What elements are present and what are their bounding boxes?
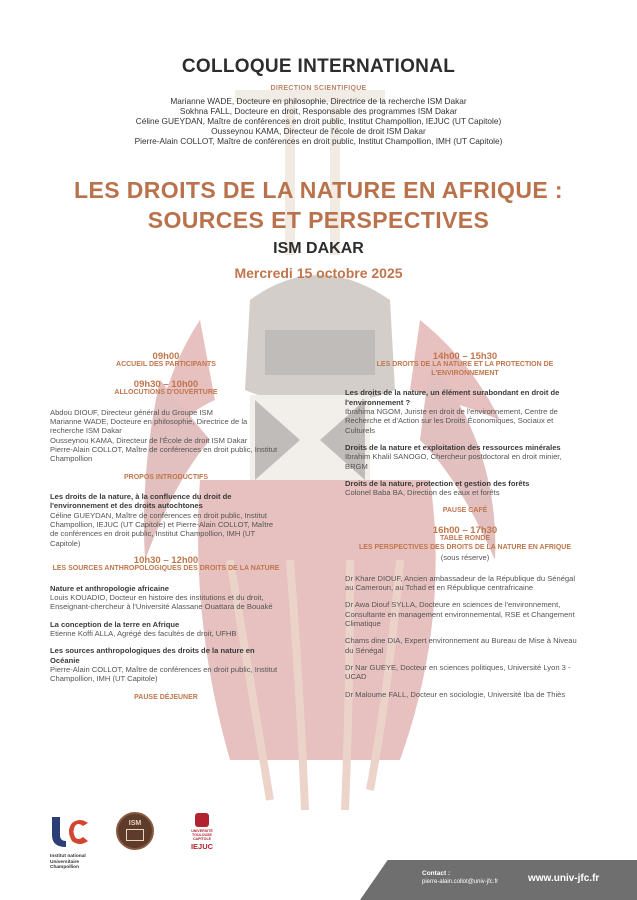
direction-member: Pierre-Alain COLLOT, Maître de conférences en droit public, Institut Champollion, IMH (UT Capitole)	[134, 136, 503, 146]
direction-member: Ousseynou KAMA, Directeur de l'école de droit ISM Dakar	[211, 126, 426, 136]
direction-member: Sokhna FALL, Docteure en droit, Responsable des programmes ISM Dakar	[179, 106, 458, 116]
talk-title: Droits de la nature et exploitation des ressources minérales	[345, 442, 561, 452]
champollion-logo	[50, 815, 90, 875]
iejuc-logo-text: IEJUC	[190, 842, 214, 851]
panelist: Dr Awa Diouf SYLLA, Docteure en sciences de l'environnement, Consultante en management environnemental, RSE et Changement Climatique	[345, 600, 575, 629]
champollion-logo-line: Institut national	[50, 854, 86, 859]
session3-label: TABLE RONDE	[439, 535, 491, 543]
event-type-title: COLLOQUE INTERNATIONAL	[181, 56, 456, 77]
event-date: Mercredi 15 octobre 2025	[234, 265, 403, 281]
talk-title: Les sources anthropologiques des droits de la nature en Océanie	[50, 646, 255, 665]
talk	[345, 443, 585, 471]
main-title	[0, 175, 637, 235]
welcome-label: ACCUEIL DES PARTICIPANTS	[116, 361, 216, 369]
intro-speakers: Céline GUEYDAN, Maître de conférences en droit public, Institut Champollion, IEJUC (UT Capitole) et Pierre-Alain COLLOT, Maître de conférences en droit public, Institut Champollion, IMH (UT Capitole)	[50, 510, 274, 548]
talk-title: Droits de la nature, protection et gestion des forêts	[345, 478, 530, 488]
contact-label: Contact :	[422, 870, 451, 877]
speaker: Marianne WADE, Docteure en philosophie, Directrice de la recherche ISM Dakar	[50, 417, 248, 436]
session2-label: LES DROITS DE LA NATURE ET LA PROTECTION DE L'ENVIRONNEMENT	[376, 361, 554, 377]
speaker: Abdou DIOUF, Directeur général du Groupe ISM	[50, 407, 213, 417]
coffee-break: PAUSE CAFÉ	[442, 507, 488, 515]
ism-logo-text: ISM	[128, 820, 142, 827]
talk-title: Les droits de la nature, un élément surabondant en droit de l'environnement ?	[345, 388, 560, 407]
speaker: Ousseynou KAMA, Directeur de l'École de droit ISM Dakar	[50, 435, 248, 445]
direction-member: Marianne WADE, Docteure en philosophie, Directrice de la recherche ISM Dakar	[170, 96, 467, 106]
iejuc-logo	[186, 813, 218, 873]
talk	[345, 479, 585, 498]
opening-time: 09h30 – 10h00	[133, 378, 199, 390]
contact-email-link[interactable]: pierre-alain.collot@univ-jfc.fr	[422, 879, 499, 885]
talk-speaker: Louis KOUADIO, Docteur en histoire des institutions et du droit, Enseignant-chercheur à l'Université Alassane Ouattara de Bouaké	[50, 593, 273, 612]
talk	[50, 646, 282, 683]
session3-subtitle: LES PERSPECTIVES DES DROITS DE LA NATURE EN AFRIQUE	[358, 543, 572, 551]
program-left-column	[50, 352, 282, 702]
program-right-column	[345, 352, 585, 699]
panelist: Dr Nar GUEYE, Docteur en sciences politiques, Université Lyon 3 - UCAD	[345, 662, 571, 682]
opening-speakers	[50, 408, 282, 464]
speaker: Pierre-Alain COLLOT, Maître de conférences en droit public, Institut Champollion	[50, 444, 278, 464]
ism-logo	[116, 812, 154, 850]
welcome-time: 09h00	[152, 351, 180, 362]
opening-label: ALLOCUTIONS D'OUVERTURE	[114, 389, 218, 397]
talk-speaker: Ibrahima NGOM, Juriste en droit de l'environnement, Centre de Recherche et d'Action sur les Droits Économiques, Sociaux et Culturels	[345, 407, 558, 435]
lunch-break: PAUSE DÉJEUNER	[134, 693, 198, 701]
session2-time: 14h00 – 15h30	[432, 351, 498, 362]
talk-title: La conception de la terre en Afrique	[50, 619, 180, 629]
session3-note: (sous réserve)	[440, 552, 490, 562]
champollion-logo-line: Champollion	[50, 865, 80, 870]
main-title-line1: LES DROITS DE LA NATURE EN AFRIQUE :	[74, 177, 563, 203]
talk-speaker: Etienne Koffi ALLA, Agrégé des facultés de droit, UFHB	[50, 629, 237, 639]
scientific-direction-label: DIRECTION SCIENTIFIQUE	[270, 85, 367, 92]
iejuc-logo-university: UNIVERSITÉ TOULOUSE CAPITOLE	[191, 829, 213, 841]
session3-time: 16h00 – 17h30	[432, 525, 498, 537]
panelist: Dr Khare DIOUF, Ancien ambassadeur de la République du Sénégal au Cameroun, au Tchad et en République centrafricaine	[345, 573, 576, 593]
panelist: Chams dine DIA, Expert environnement au Bureau de Mise à Niveau du Sénégal	[345, 636, 577, 655]
venue: ISM DAKAR	[273, 240, 364, 257]
talk-speaker: Ibrahim Khalil SANOGO, Chercheur postdoctoral en droit minier, BRGM	[345, 452, 562, 471]
capitole-emblem-icon	[195, 813, 209, 827]
champollion-uc-icon	[50, 815, 90, 847]
intro-label: PROPOS INTRODUCTIFS	[123, 473, 208, 481]
talk-title: Nature et anthropologie africaine	[50, 583, 169, 593]
panelist: Dr Maloume FALL, Docteur en sociologie, Université Iba de Thiès	[345, 689, 566, 699]
ism-logo-book-icon	[126, 829, 144, 841]
talk	[50, 584, 282, 612]
direction-member: Céline GUEYDAN, Maître de conférences en droit public, Institut Champollion, IEJUC (UT Capitole)	[135, 116, 502, 126]
talk	[50, 620, 282, 639]
champollion-logo-line: Universitaire	[50, 859, 80, 865]
session1-label: LES SOURCES ANTHROPOLOGIQUES DES DROITS DE LA NATURE	[52, 565, 280, 573]
talk-speaker: Colonel Baba BA, Direction des eaux et forêts	[345, 488, 500, 498]
intro-talk-title: Les droits de la nature, à la confluence du droit de l'environnement et des droits autochtones	[50, 492, 232, 511]
talk-speaker: Pierre-Alain COLLOT, Maître de conférences en droit public, Institut Champollion, IMH (UT Capitole)	[50, 664, 278, 684]
website-link[interactable]: www.univ-jfc.fr	[528, 873, 600, 884]
session1-time: 10h30 – 12h00	[133, 554, 199, 566]
main-title-line2: SOURCES ET PERSPECTIVES	[147, 207, 490, 233]
talk	[345, 388, 585, 434]
